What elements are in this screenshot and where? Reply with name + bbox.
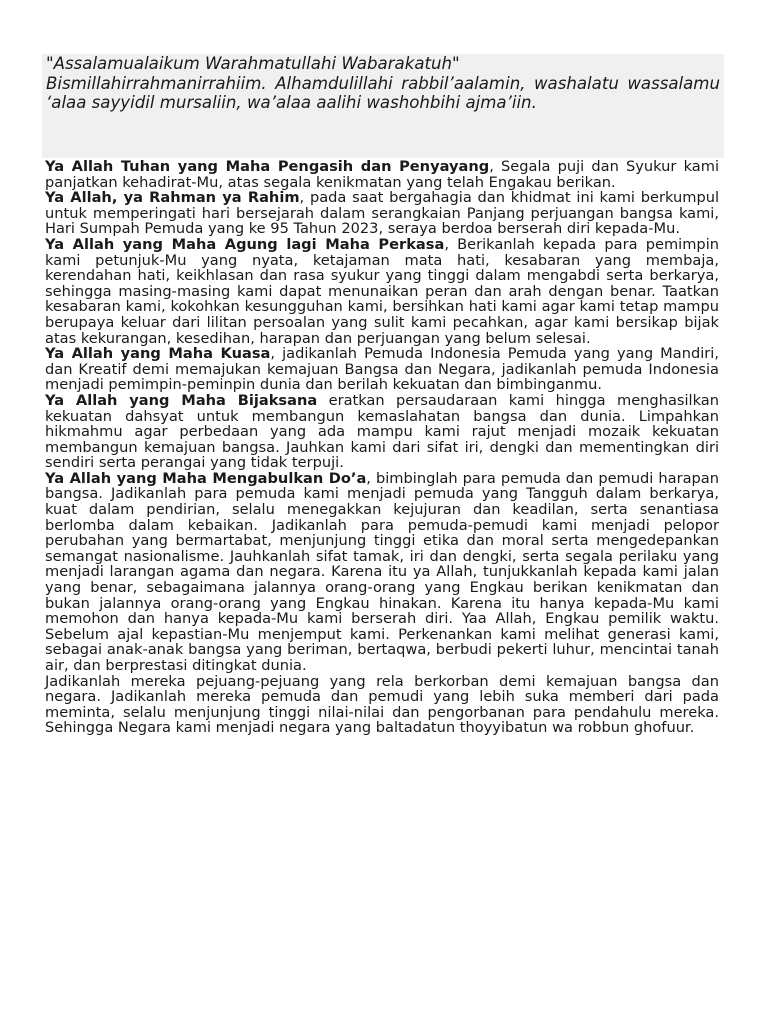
- paragraph-heading: Ya Allah yang Maha Kuasa: [45, 345, 271, 363]
- paragraph-text: Jadikanlah mereka pejuang-pejuang yang rela berkorban demi kemajuan bangsa dan negara. Jadikanlah mereka pemuda dan pemudi yang lebih suka memberi dari pada meminta, selalu menjunjung tinggi nilai-nilai dan pengorbanan para pendahulu mereka. Sehingga Negara kami menjadi negara yang baltadatun thoyyibatun wa robbun ghofuur.: [45, 672, 719, 737]
- paragraph-text: , pada saat bergahagia dan khidmat ini kami berkumpul untuk memperingati hari bersejarah dalam serangkaian Panjang perjuangan bangsa kami, Hari Sumpah Pemuda yang ke 95 Tahun 2023, seraya berdoa berserah diri kepada-Mu.: [45, 189, 720, 238]
- paragraph-heading: Ya Allah yang Maha Bijaksana: [45, 391, 318, 409]
- paragraph-heading: Ya Allah yang Maha Agung lagi Maha Perkasa: [45, 235, 445, 253]
- prayer-paragraph: [45, 237, 719, 346]
- prayer-paragraph: [45, 471, 719, 674]
- prayer-paragraph: [45, 190, 719, 237]
- prayer-body: [45, 159, 719, 736]
- paragraph-text: , Berikanlah kepada para pemimpin kami petunjuk-Mu yang nyata, ketajaman mata hati, kesabaran yang membaja, kerendahan hati, keikhlasan dan rasa syukur yang tinggi dalam mengabdi serta berkarya, sehingga masing-masing kami dapat menunaikan peran dan arah dengan benar. Taatkan kesabaran kami, kokohkan kesungguhan kami, bersihkan hati kami agar kami tetap mampu berupaya keluar dari lilitan persoalan yang sulit kami pecahkan, agar kami bersikap bijak atas kekurangan, kesedihan, harapan dan perjuangan yang belum selesai.: [45, 235, 719, 347]
- paragraph-text: eratkan persaudaraan kami hingga menghasilkan kekuatan dahsyat untuk membangun kemaslahatan bangsa dan dunia. Limpahkan hikmahmu agar perbedaan yang ada mampu kami rajut menjadi mozaik kekuatan membangun kemajuan bangsa. Jauhkan kami dari sifat iri, dengki dan mementingkan diri sendiri serta perangai yang tidak terpuji.: [45, 391, 719, 472]
- opening-greeting-block: [42, 54, 724, 158]
- paragraph-text: , bimbinglah para pemuda dan pemudi harapan bangsa. Jadikanlah para pemuda kami menjadi pemuda yang Tangguh dalam berkarya, kuat dalam pendirian, selalu menegakkan kejujuran dan keadilan, serta senantiasa berlomba dalam kebaikan. Jadikanlah para pemuda-pemudi kami menjadi pelopor perubahan yang bermartabat, menjunjung tinggi etika dan moral serta mengedepankan semangat nasionalisme. Jauhkanlah sifat tamak, iri dan dengki, serta segala perilaku yang menjadi larangan agama dan negara. Karena itu ya Allah, tunjukkanlah kepada kami jalan yang benar, sebagaimana jalannya orang-orang yang Engkau berikan kenikmatan dan bukan jalannya orang-orang yang Engkau hinakan. Karena itu hanya kepada-Mu kami memohon dan hanya kepada-Mu kami berserah diri. Yaa Allah, Engkau pemilik waktu. Sebelum ajal kepastian-Mu menjemput kami. Perkenankan kami melihat generasi kami, sebagai anak-anak bangsa yang beriman, bertaqwa, berbudi pekerti luhur, mencintai tanah air, dan berprestasi ditingkat dunia.: [45, 469, 719, 674]
- prayer-paragraph: [45, 393, 719, 471]
- paragraph-heading: Ya Allah, ya Rahman ya Rahim: [45, 189, 300, 207]
- paragraph-heading: Ya Allah Tuhan yang Maha Pengasih dan Penyayang: [45, 158, 490, 175]
- paragraph-text: , Segala puji dan Syukur kami panjatkan kehadirat-Mu, atas segala kenikmatan yang telah Engakau berikan.: [45, 158, 719, 191]
- prayer-paragraph: [45, 159, 719, 190]
- paragraph-heading: Ya Allah yang Maha Mengabulkan Do’a: [45, 469, 367, 487]
- prayer-paragraph: [45, 674, 719, 736]
- salam-line: "Assalamualaikum Warahmatullahi Wabarakatuh": [46, 54, 460, 73]
- paragraph-text: , jadikanlah Pemuda Indonesia Pemuda yang yang Mandiri, dan Kreatif demi memajukan kemajuan Bangsa dan Negara, jadikanlah pemuda Indonesia menjadi pemimpin-peminpin dunia dan berilah kekuatan dan bimbinganmu.: [45, 345, 719, 394]
- prayer-paragraph: [45, 346, 719, 393]
- opening-text: Bismillahirrahmanirrahiim. Alhamdulillahi rabbil’aalamin, washalatu wassalamu ‘alaa sayyidil mursaliin, wa’alaa aalihi washohbihi ajma’iin.: [46, 73, 720, 112]
